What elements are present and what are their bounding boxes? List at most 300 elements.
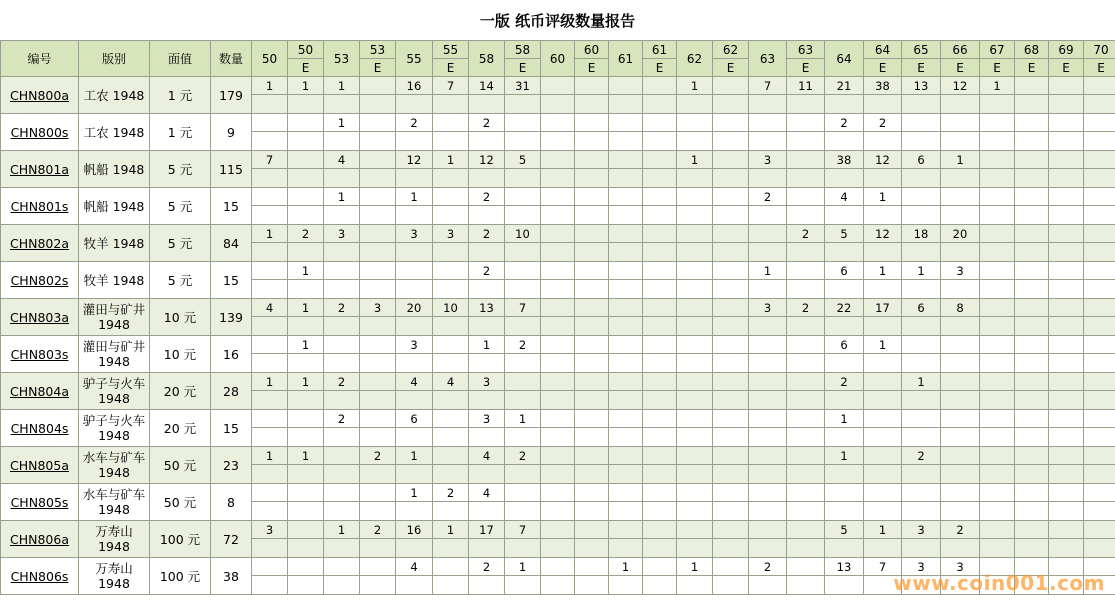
grade-header: 58	[469, 41, 505, 77]
grade-blank-cell	[541, 169, 575, 188]
grade-blank-cell	[609, 317, 643, 336]
grade-count-cell: 1	[288, 77, 324, 95]
grade-blank-cell	[505, 317, 541, 336]
grade-blank-cell	[713, 206, 749, 225]
grade-count-cell: 1	[469, 336, 505, 354]
grade-blank-cell	[643, 206, 677, 225]
grade-count-cell	[324, 484, 360, 502]
grade-count-cell: 1	[902, 262, 941, 280]
grade-blank-cell	[609, 132, 643, 151]
grade-count-cell: 16	[396, 521, 433, 539]
grade-count-cell: 4	[825, 188, 864, 206]
grade-count-cell	[713, 225, 749, 243]
grade-count-cell	[1049, 373, 1084, 391]
grade-blank-cell	[941, 206, 980, 225]
grade-blank-cell	[713, 95, 749, 114]
grade-count-cell	[864, 373, 902, 391]
grade-blank-cell	[288, 391, 324, 410]
quantity-cell: 84	[211, 225, 252, 262]
quantity-cell: 139	[211, 299, 252, 336]
grade-count-cell	[1084, 151, 1115, 169]
grade-blank-cell	[252, 428, 288, 447]
grade-blank-cell	[864, 243, 902, 262]
grade-count-cell	[609, 447, 643, 465]
grade-blank-cell	[252, 391, 288, 410]
table-row	[1, 336, 1115, 354]
grade-count-cell: 1	[980, 77, 1015, 95]
grade-blank-cell	[252, 132, 288, 151]
grade-blank-cell	[505, 465, 541, 484]
grade-count-cell: 1	[941, 151, 980, 169]
grade-header: 63	[749, 41, 787, 77]
table-row	[1, 373, 1115, 391]
grade-count-cell: 16	[396, 77, 433, 95]
grade-count-cell: 1	[252, 77, 288, 95]
grade-count-cell: 2	[396, 114, 433, 132]
grade-count-cell	[713, 262, 749, 280]
grade-blank-cell	[609, 95, 643, 114]
qty-header: 数量	[211, 41, 252, 77]
grade-header: 69	[1049, 41, 1084, 59]
grade-blank-cell	[825, 317, 864, 336]
grade-blank-cell	[902, 132, 941, 151]
grade-count-cell	[1049, 188, 1084, 206]
grade-count-cell	[1015, 114, 1049, 132]
grade-count-cell: 1	[433, 521, 469, 539]
grade-blank-cell	[1084, 95, 1115, 114]
grade-count-cell: 13	[902, 77, 941, 95]
variety-cell: 万寿山 1948	[79, 521, 150, 558]
denomination-cell: 50 元	[150, 484, 211, 521]
grade-header: 58	[505, 41, 541, 59]
grade-blank-cell	[288, 539, 324, 558]
grade-blank-cell	[575, 317, 609, 336]
grade-blank-cell	[941, 354, 980, 373]
grade-blank-cell	[541, 539, 575, 558]
grade-blank-cell	[324, 95, 360, 114]
grade-blank-cell	[396, 317, 433, 336]
grade-count-cell: 1	[396, 447, 433, 465]
grade-blank-cell	[609, 354, 643, 373]
grade-blank-cell	[902, 206, 941, 225]
grade-count-cell	[252, 410, 288, 428]
grade-count-cell: 3	[252, 521, 288, 539]
grade-blank-cell	[1084, 243, 1115, 262]
grade-count-cell: 12	[469, 151, 505, 169]
grade-count-cell	[252, 188, 288, 206]
grade-count-cell: 4	[469, 447, 505, 465]
grade-count-cell	[749, 114, 787, 132]
grade-blank-cell	[825, 280, 864, 299]
grade-count-cell	[677, 336, 713, 354]
grade-blank-cell	[252, 539, 288, 558]
grade-count-cell	[541, 151, 575, 169]
quantity-cell: 72	[211, 521, 252, 558]
grade-blank-cell	[288, 428, 324, 447]
table-row	[1, 225, 1115, 243]
grade-blank-cell	[324, 354, 360, 373]
grade-count-cell	[433, 410, 469, 428]
banknote-code-link[interactable]: CHN800s	[1, 114, 79, 151]
denomination-cell: 5 元	[150, 151, 211, 188]
grade-count-cell	[941, 410, 980, 428]
grade-count-cell: 2	[825, 114, 864, 132]
grade-count-cell	[609, 484, 643, 502]
grade-blank-cell	[1049, 206, 1084, 225]
grade-blank-cell	[902, 391, 941, 410]
grade-blank-cell	[902, 465, 941, 484]
grade-count-cell: 17	[864, 299, 902, 317]
banknote-code-link[interactable]: CHN805a	[1, 447, 79, 484]
grade-count-cell	[902, 410, 941, 428]
grade-count-cell	[575, 558, 609, 576]
grade-blank-cell	[541, 317, 575, 336]
grade-blank-cell	[396, 169, 433, 188]
grade-sub-header: E	[941, 59, 980, 77]
grade-count-cell	[609, 521, 643, 539]
quantity-cell: 15	[211, 262, 252, 299]
grade-count-cell: 1	[505, 410, 541, 428]
grade-count-cell	[575, 373, 609, 391]
grade-blank-cell	[941, 169, 980, 188]
banknote-code-link[interactable]: CHN803s	[1, 336, 79, 373]
grade-blank-cell	[787, 317, 825, 336]
grade-count-cell: 3	[396, 336, 433, 354]
grade-count-cell: 1	[288, 299, 324, 317]
grade-blank-cell	[575, 243, 609, 262]
grade-count-cell	[980, 336, 1015, 354]
banknote-code-link[interactable]: CHN804s	[1, 410, 79, 447]
grade-count-cell: 2	[433, 484, 469, 502]
quantity-cell: 23	[211, 447, 252, 484]
grade-count-cell: 2	[787, 225, 825, 243]
grade-count-cell: 7	[505, 299, 541, 317]
grade-blank-cell	[252, 95, 288, 114]
grade-blank-cell	[713, 391, 749, 410]
grade-blank-cell	[360, 465, 396, 484]
variety-cell: 驴子与火车 1948	[79, 373, 150, 410]
grade-count-cell: 1	[396, 484, 433, 502]
grade-blank-cell	[825, 206, 864, 225]
banknote-code-link[interactable]: CHN800a	[1, 77, 79, 114]
grade-blank-cell	[677, 169, 713, 188]
grade-count-cell: 3	[396, 225, 433, 243]
variety-cell: 牧羊 1948	[79, 262, 150, 299]
grade-blank-cell	[609, 206, 643, 225]
grade-count-cell	[609, 410, 643, 428]
grade-count-cell	[575, 299, 609, 317]
grade-count-cell: 7	[749, 77, 787, 95]
grade-count-cell: 2	[469, 225, 505, 243]
banknote-code-link[interactable]: CHN805s	[1, 484, 79, 521]
grade-blank-cell	[433, 132, 469, 151]
table-row	[1, 299, 1115, 317]
grade-sub-header: E	[505, 59, 541, 77]
grade-count-cell: 7	[252, 151, 288, 169]
grade-count-cell: 2	[324, 299, 360, 317]
denomination-cell: 10 元	[150, 299, 211, 336]
grade-blank-cell	[324, 539, 360, 558]
grade-count-cell: 3	[360, 299, 396, 317]
grade-count-cell: 3	[941, 262, 980, 280]
grade-blank-cell	[749, 502, 787, 521]
grade-count-cell	[1015, 447, 1049, 465]
grade-count-cell	[324, 558, 360, 576]
grade-count-cell	[902, 188, 941, 206]
grade-count-cell	[677, 521, 713, 539]
grade-count-cell	[360, 484, 396, 502]
grade-count-cell	[433, 336, 469, 354]
grade-count-cell	[505, 114, 541, 132]
grade-blank-cell	[505, 132, 541, 151]
grade-blank-cell	[396, 132, 433, 151]
grade-count-cell: 1	[288, 262, 324, 280]
grade-count-cell: 6	[902, 299, 941, 317]
grade-count-cell: 1	[396, 188, 433, 206]
grade-count-cell	[749, 410, 787, 428]
grade-blank-cell	[825, 391, 864, 410]
grade-sub-header: E	[787, 59, 825, 77]
grade-count-cell	[787, 188, 825, 206]
grade-blank-cell	[1015, 539, 1049, 558]
grade-count-cell	[541, 521, 575, 539]
grade-blank-cell	[643, 243, 677, 262]
grade-count-cell: 12	[396, 151, 433, 169]
grade-count-cell: 38	[825, 151, 864, 169]
grade-count-cell: 12	[864, 225, 902, 243]
table-row	[1, 114, 1115, 132]
grade-blank-cell	[713, 502, 749, 521]
banknote-code-link[interactable]: CHN802a	[1, 225, 79, 262]
denomination-cell: 50 元	[150, 447, 211, 484]
grade-blank-cell	[252, 317, 288, 336]
grade-count-cell	[1084, 373, 1115, 391]
grade-blank-cell	[433, 465, 469, 484]
grade-count-cell	[713, 484, 749, 502]
grade-blank-cell	[505, 169, 541, 188]
grade-count-cell: 1	[677, 151, 713, 169]
grade-blank-cell	[1049, 317, 1084, 336]
grade-blank-cell	[864, 132, 902, 151]
grade-header: 53	[360, 41, 396, 59]
grade-header: 50	[252, 41, 288, 77]
grade-blank-cell	[980, 317, 1015, 336]
grade-count-cell	[1049, 484, 1084, 502]
grade-count-cell: 1	[324, 77, 360, 95]
grade-blank-cell	[643, 539, 677, 558]
grade-count-cell: 1	[609, 558, 643, 576]
grade-count-cell	[980, 484, 1015, 502]
quantity-cell: 179	[211, 77, 252, 114]
grade-sub-header: E	[575, 59, 609, 77]
grade-count-cell	[713, 410, 749, 428]
grade-sub-header: E	[360, 59, 396, 77]
grade-blank-cell	[825, 539, 864, 558]
grade-blank-cell	[980, 391, 1015, 410]
grade-count-cell	[1084, 77, 1115, 95]
grade-blank-cell	[902, 502, 941, 521]
banknote-code-link[interactable]: CHN806a	[1, 521, 79, 558]
grade-blank-cell	[396, 354, 433, 373]
grade-blank-cell	[787, 243, 825, 262]
grade-blank-cell	[787, 169, 825, 188]
grade-header: 55	[396, 41, 433, 77]
page-title: 一版 纸币评级数量报告	[479, 12, 636, 30]
watermark-logo: www.coin001.com	[893, 571, 1105, 595]
denomination-cell: 20 元	[150, 410, 211, 447]
grade-count-cell	[1049, 336, 1084, 354]
grade-blank-cell	[433, 391, 469, 410]
grade-count-cell	[541, 447, 575, 465]
grade-blank-cell	[864, 95, 902, 114]
grade-blank-cell	[575, 465, 609, 484]
grade-count-cell	[941, 447, 980, 465]
grade-blank-cell	[324, 169, 360, 188]
grade-blank-cell	[469, 539, 505, 558]
grade-blank-cell	[505, 243, 541, 262]
grade-count-cell	[787, 484, 825, 502]
grade-count-cell: 1	[324, 188, 360, 206]
grade-blank-cell	[1084, 206, 1115, 225]
grade-count-cell: 2	[505, 447, 541, 465]
grade-blank-cell	[902, 169, 941, 188]
grade-count-cell	[252, 336, 288, 354]
grade-count-cell	[980, 447, 1015, 465]
grade-count-cell	[902, 336, 941, 354]
grade-header: 61	[643, 41, 677, 59]
grade-count-cell	[1084, 447, 1115, 465]
grade-count-cell: 1	[902, 373, 941, 391]
grade-blank-cell	[902, 280, 941, 299]
grade-blank-cell	[541, 132, 575, 151]
grade-blank-cell	[980, 95, 1015, 114]
grade-sub-header: E	[643, 59, 677, 77]
grade-blank-cell	[980, 243, 1015, 262]
grade-count-cell	[541, 299, 575, 317]
grade-blank-cell	[469, 391, 505, 410]
grade-blank-cell	[433, 206, 469, 225]
grade-blank-cell	[433, 539, 469, 558]
grade-count-cell: 10	[433, 299, 469, 317]
grade-blank-cell	[324, 243, 360, 262]
grade-count-cell	[360, 225, 396, 243]
grade-blank-cell	[1084, 354, 1115, 373]
grade-blank-cell	[609, 576, 643, 595]
grade-blank-cell	[433, 428, 469, 447]
grade-blank-cell	[1049, 132, 1084, 151]
grade-blank-cell	[505, 428, 541, 447]
banknote-code-link[interactable]: CHN806s	[1, 558, 79, 595]
grade-blank-cell	[252, 169, 288, 188]
grade-blank-cell	[433, 502, 469, 521]
grade-count-cell	[643, 447, 677, 465]
banknote-code-link[interactable]: CHN802s	[1, 262, 79, 299]
grade-blank-cell	[941, 317, 980, 336]
grade-blank-cell	[825, 169, 864, 188]
grade-blank-cell	[252, 502, 288, 521]
grade-blank-cell	[787, 465, 825, 484]
grade-count-cell: 20	[941, 225, 980, 243]
grade-blank-cell	[469, 576, 505, 595]
banknote-code-link[interactable]: CHN804a	[1, 373, 79, 410]
grade-count-cell	[1084, 262, 1115, 280]
grade-blank-cell	[1015, 317, 1049, 336]
grade-count-cell	[643, 336, 677, 354]
grade-blank-cell	[749, 169, 787, 188]
grade-count-cell	[433, 114, 469, 132]
grade-blank-cell	[575, 391, 609, 410]
grade-count-cell	[1049, 77, 1084, 95]
grade-count-cell: 3	[469, 373, 505, 391]
grade-blank-cell	[713, 169, 749, 188]
banknote-code-link[interactable]: CHN803a	[1, 299, 79, 336]
grade-blank-cell	[941, 539, 980, 558]
grade-blank-cell	[713, 465, 749, 484]
grade-blank-cell	[643, 576, 677, 595]
grade-blank-cell	[575, 132, 609, 151]
grade-blank-cell	[288, 243, 324, 262]
grade-count-cell	[575, 188, 609, 206]
grade-count-cell	[541, 188, 575, 206]
grade-blank-cell	[1084, 391, 1115, 410]
grade-count-cell	[360, 410, 396, 428]
grade-count-cell	[980, 373, 1015, 391]
grade-count-cell	[541, 114, 575, 132]
grade-blank-cell	[324, 502, 360, 521]
grade-count-cell	[787, 114, 825, 132]
grade-blank-cell	[1049, 280, 1084, 299]
grade-count-cell	[980, 521, 1015, 539]
grade-count-cell	[1015, 410, 1049, 428]
grade-count-cell	[575, 77, 609, 95]
grade-blank-cell	[1084, 280, 1115, 299]
grade-count-cell	[1084, 188, 1115, 206]
grade-blank-cell	[825, 428, 864, 447]
grade-blank-cell	[749, 317, 787, 336]
grade-blank-cell	[1084, 539, 1115, 558]
grade-blank-cell	[541, 465, 575, 484]
grade-count-cell: 4	[396, 558, 433, 576]
grade-blank-cell	[1015, 95, 1049, 114]
grade-count-cell	[575, 410, 609, 428]
grade-count-cell	[433, 558, 469, 576]
grade-blank-cell	[288, 317, 324, 336]
grade-count-cell	[324, 336, 360, 354]
grade-blank-cell	[433, 317, 469, 336]
grade-blank-cell	[505, 354, 541, 373]
grade-blank-cell	[980, 465, 1015, 484]
grade-count-cell	[433, 188, 469, 206]
grade-header: 50	[288, 41, 324, 59]
denomination-cell: 100 元	[150, 521, 211, 558]
grade-count-cell	[1084, 484, 1115, 502]
grade-count-cell	[252, 558, 288, 576]
grade-blank-cell	[713, 576, 749, 595]
grade-blank-cell	[677, 243, 713, 262]
grade-count-cell	[713, 336, 749, 354]
grade-count-cell: 2	[360, 521, 396, 539]
banknote-code-link[interactable]: CHN801s	[1, 188, 79, 225]
grade-blank-cell	[288, 354, 324, 373]
quantity-cell: 15	[211, 188, 252, 225]
grade-count-cell	[677, 373, 713, 391]
grade-count-cell	[677, 484, 713, 502]
grade-count-cell	[1015, 336, 1049, 354]
grade-count-cell	[825, 484, 864, 502]
banknote-code-link[interactable]: CHN801a	[1, 151, 79, 188]
grade-count-cell	[575, 521, 609, 539]
grade-blank-cell	[575, 502, 609, 521]
